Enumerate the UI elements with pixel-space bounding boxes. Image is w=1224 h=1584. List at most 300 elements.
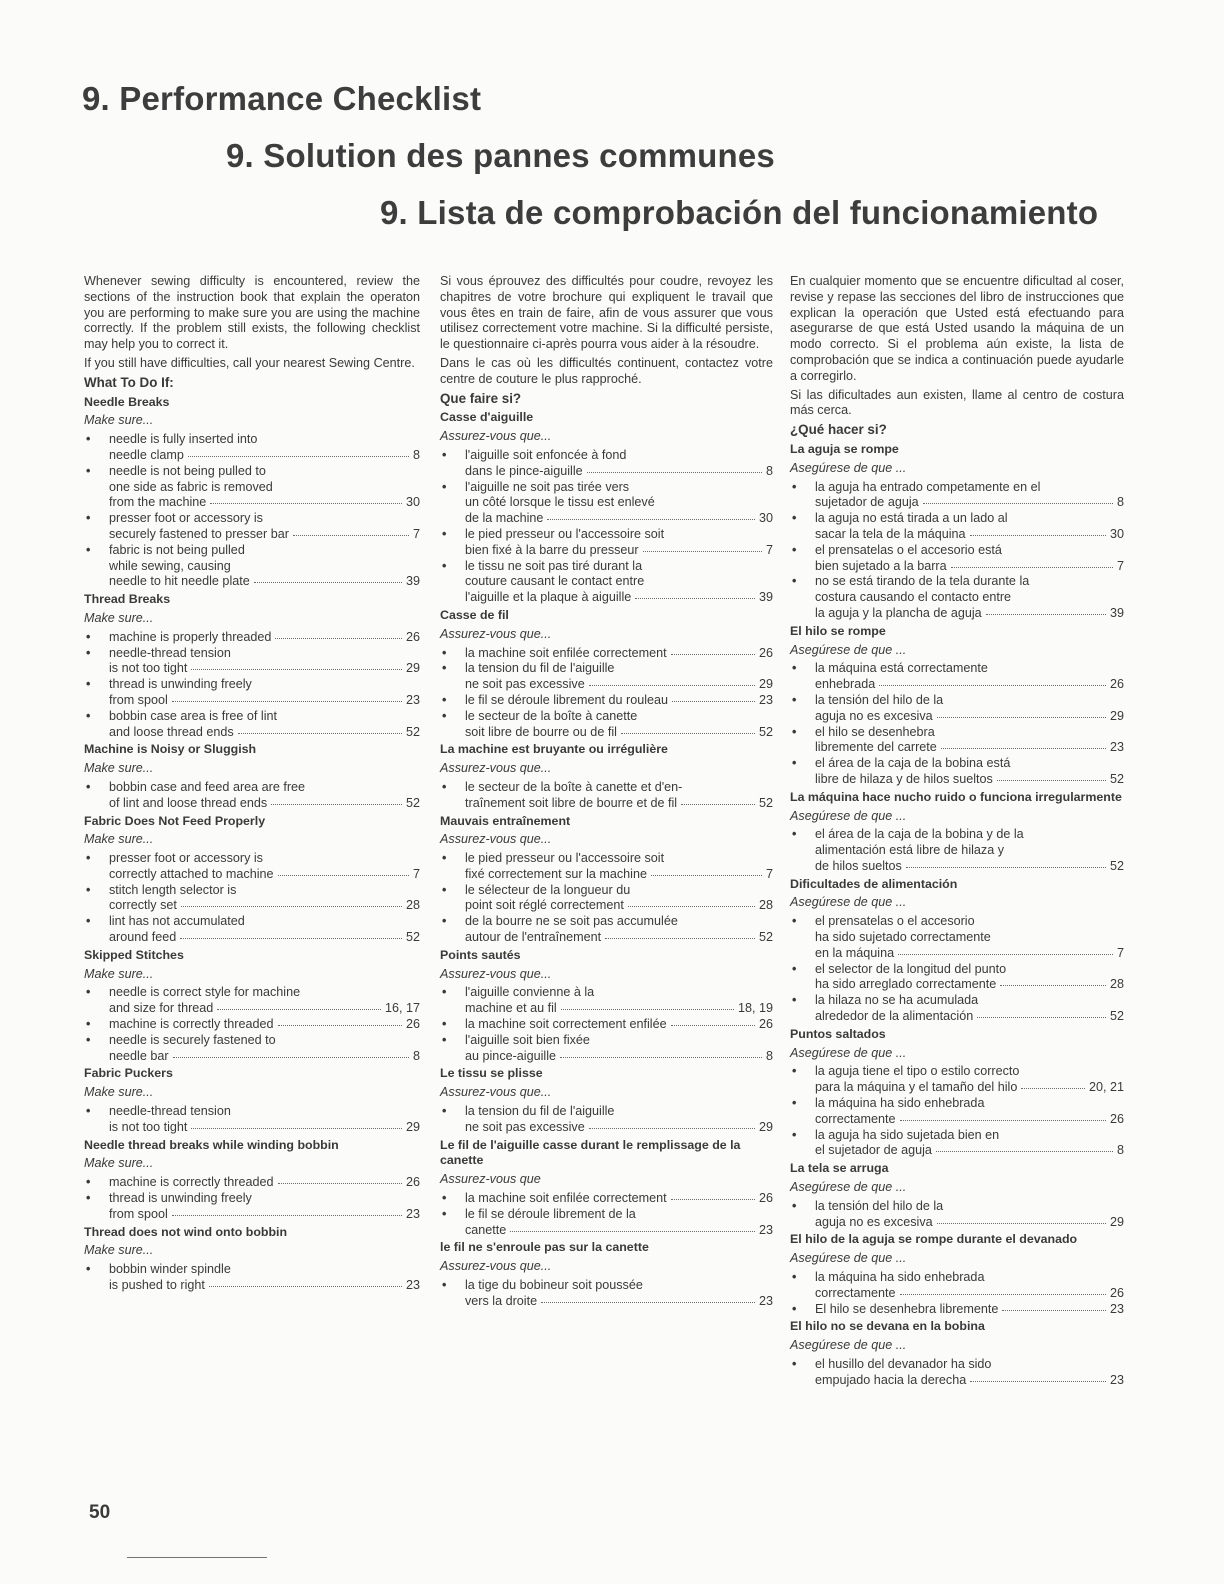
checklist-item <box>790 962 1124 994</box>
page-reference: 26 <box>405 1175 420 1190</box>
intro-paragraph: Whenever sewing difficulty is encountered, review the sections of the instruction book that explain the operaton you are performing to make sure you are using the machine correctly. If the problem still exists, the following checklist may help you to correct it. <box>84 274 420 352</box>
item-last-line <box>815 772 1124 788</box>
checklist-item <box>440 1104 773 1136</box>
item-text-line: needle bar <box>109 1048 169 1063</box>
dot-leader <box>238 732 402 734</box>
item-text-line: from the machine <box>109 495 207 510</box>
item-text-line: needle is correct style for machine <box>109 985 301 1000</box>
page-reference: 26 <box>1109 1285 1124 1300</box>
item-text-line: from spool <box>109 1206 168 1221</box>
bullet-icon: • <box>442 479 447 494</box>
checklist-section <box>440 948 773 1065</box>
checklist-item <box>84 985 420 1017</box>
item-text-line: canette <box>465 1222 507 1237</box>
item-last-line <box>465 1017 773 1033</box>
checklist-section <box>84 1066 420 1135</box>
item-text-line: le pied presseur ou l'accessoire soit <box>465 851 665 866</box>
checklist-item <box>440 1017 773 1033</box>
item-list <box>84 851 420 946</box>
item-text-line: le secteur de la boîte à canette et d'en- <box>465 779 683 794</box>
checklist-section <box>84 1225 420 1294</box>
item-last-line <box>465 898 773 914</box>
item-text-line: sacar la tela de la máquina <box>815 526 966 541</box>
item-list <box>790 1270 1124 1317</box>
page-reference: 23 <box>405 1206 420 1221</box>
item-text-line: correctamente <box>815 1111 896 1126</box>
dot-leader <box>293 534 409 536</box>
checklist-item <box>84 780 420 812</box>
checklist-item <box>790 993 1124 1025</box>
dot-leader <box>209 1285 402 1287</box>
checklist-item <box>84 1262 420 1294</box>
page-reference: 23 <box>405 1278 420 1293</box>
dot-leader <box>275 637 402 639</box>
checklist-section <box>790 442 1124 622</box>
bullet-icon: • <box>86 629 91 644</box>
bullet-icon: • <box>86 463 91 478</box>
item-text-line: one side as fabric is removed <box>109 479 273 494</box>
bullet-icon: • <box>86 914 91 929</box>
checklist-item <box>440 1207 773 1239</box>
item-last-line <box>465 725 773 741</box>
item-text-line: la tige du bobineur soit poussée <box>465 1278 643 1293</box>
bullet-icon: • <box>442 1017 447 1032</box>
item-last-line <box>465 543 773 559</box>
dot-leader <box>271 803 402 805</box>
bullet-icon: • <box>792 961 797 976</box>
checklist-section <box>790 790 1124 875</box>
bullet-icon: • <box>86 779 91 794</box>
item-text-line: bobbin winder spindle <box>109 1262 231 1277</box>
dot-leader <box>997 779 1106 781</box>
bullet-icon: • <box>792 542 797 557</box>
bullet-icon: • <box>442 882 447 897</box>
checklist-item <box>440 780 773 812</box>
checklist-section <box>440 410 773 606</box>
item-text-line: la aguja ha entrado competamente en el <box>815 479 1041 494</box>
item-text-line: l'aiguille soit enfoncée à fond <box>465 447 627 462</box>
dot-leader <box>898 953 1113 955</box>
section-title: Casse de fil <box>440 607 509 622</box>
page-reference: 26 <box>405 1017 420 1032</box>
checklist-item <box>790 511 1124 543</box>
item-last-line <box>815 1302 1124 1318</box>
bullet-icon: • <box>442 1191 447 1206</box>
item-text-line: la máquina está correctamente <box>815 661 988 676</box>
item-text-line: la machine soit enfilée correctement <box>465 1191 667 1206</box>
dot-leader <box>191 1127 402 1129</box>
dot-leader <box>900 1293 1106 1295</box>
page-reference: 23 <box>758 1293 773 1308</box>
bullet-icon: • <box>86 851 91 866</box>
item-last-line <box>109 1017 420 1033</box>
item-last-line <box>815 1286 1124 1302</box>
checklist-item <box>84 1191 420 1223</box>
item-text-line: fabric is not being pulled <box>109 542 245 557</box>
checklist-item <box>790 756 1124 788</box>
checklist-section <box>84 395 420 591</box>
checklist-item <box>440 527 773 559</box>
item-text-line: sujetador de aguja <box>815 495 919 510</box>
dot-leader <box>906 866 1106 868</box>
checklist-item <box>440 559 773 606</box>
bullet-icon: • <box>86 985 91 1000</box>
item-last-line <box>109 527 420 543</box>
page-reference: 7 <box>412 866 420 881</box>
item-text-line: and size for thread <box>109 1001 214 1016</box>
section-subtitle: Asegúrese de que ... <box>790 642 907 657</box>
item-text-line: le secteur de la boîte à canette <box>465 708 638 723</box>
section-title: Machine is Noisy or Sluggish <box>84 742 257 757</box>
bullet-icon: • <box>86 1017 91 1032</box>
item-last-line <box>815 677 1124 693</box>
bullet-icon: • <box>442 645 447 660</box>
section-title: Skipped Stitches <box>84 947 184 962</box>
page-reference: 52 <box>1109 858 1124 873</box>
page-reference: 52 <box>758 795 773 810</box>
item-text-line: dans le pince-aiguille <box>465 463 583 478</box>
item-text-line: needle to hit needle plate <box>109 574 250 589</box>
item-list <box>790 914 1124 1025</box>
page-reference: 8 <box>412 447 420 462</box>
item-text-line: la aguja no está tirada a un lado al <box>815 511 1008 526</box>
item-text-line: l'aiguille soit bien fixée <box>465 1032 590 1047</box>
item-text-line: aguja no es excesiva <box>815 708 933 723</box>
section-subtitle: Asegúrese de que ... <box>790 460 907 475</box>
bullet-icon: • <box>86 1191 91 1206</box>
page-reference: 52 <box>758 930 773 945</box>
item-last-line <box>109 1001 420 1017</box>
checklist-item <box>440 448 773 480</box>
item-last-line <box>109 867 420 883</box>
page-reference: 30 <box>1109 526 1124 541</box>
dot-leader <box>254 581 402 583</box>
page-reference: 52 <box>405 930 420 945</box>
bullet-icon: • <box>442 447 447 462</box>
bullet-icon: • <box>792 1301 797 1316</box>
item-last-line <box>815 859 1124 875</box>
section-subtitle: Make sure... <box>84 1085 154 1100</box>
item-text-line: la máquina ha sido enhebrada <box>815 1096 985 1111</box>
item-text-line: de hilos sueltos <box>815 858 902 873</box>
section-subtitle: Make sure... <box>84 1243 154 1258</box>
item-text-line: correctly attached to machine <box>109 866 274 881</box>
checklist-item <box>790 1270 1124 1302</box>
dot-leader <box>628 905 755 907</box>
item-text-line: libre de hilaza y de hilos sueltos <box>815 771 993 786</box>
item-text-line: alimentación está libre de hilaza y <box>815 843 1005 858</box>
bullet-icon: • <box>792 479 797 494</box>
bullet-icon: • <box>86 645 91 660</box>
page-reference: 16, 17 <box>384 1001 420 1016</box>
dot-leader <box>1021 1087 1085 1089</box>
bullet-icon: • <box>792 993 797 1008</box>
item-text-line: libremente del carrete <box>815 740 937 755</box>
checklist-item <box>84 646 420 678</box>
item-text-line: correctamente <box>815 1285 896 1300</box>
dot-leader <box>672 700 755 702</box>
section-title: Fabric Does Not Feed Properly <box>84 813 266 828</box>
item-last-line <box>815 946 1124 962</box>
dot-leader <box>278 874 409 876</box>
item-last-line <box>109 448 420 464</box>
intro-paragraph: En cualquier momento que se encuentre dificultad al coser, revise y repase las secciones del libro de instrucciones que explican la operación que Usted está efectuando para asegurarse de que está Usted usando la máquina de un modo correcto. Si el problema aún existe, la lista de comprobación que se indica a continuación puede ayudarle a corregirlo. <box>790 274 1124 383</box>
item-last-line <box>465 796 773 812</box>
page-reference: 8 <box>1116 1143 1124 1158</box>
section-title: La tela se arruga <box>790 1161 889 1176</box>
item-text-line: is not too tight <box>109 1119 188 1134</box>
dot-leader <box>278 1182 402 1184</box>
item-last-line <box>109 630 420 646</box>
page-reference: 23 <box>758 692 773 707</box>
bullet-icon: • <box>86 542 91 557</box>
section-subtitle: Assurez-vous que... <box>440 1259 552 1274</box>
dot-leader <box>547 518 755 520</box>
checklist-item <box>84 1017 420 1033</box>
section-subtitle: Make sure... <box>84 761 154 776</box>
item-text-line: presser foot or accessory is <box>109 511 263 526</box>
section-subtitle: Assurez-vous que... <box>440 832 552 847</box>
page-reference: 29 <box>1109 708 1124 723</box>
item-text-line: is pushed to right <box>109 1278 205 1293</box>
page-reference: 29 <box>405 1119 420 1134</box>
item-text-line: no se está tirando de la tela durante la <box>815 574 1030 589</box>
item-text-line: el prensatelas o el accesorio está <box>815 542 1002 557</box>
item-text-line: le fil se déroule librement de la <box>465 1206 636 1221</box>
page-reference: 26 <box>1109 677 1124 692</box>
item-text-line: l'aiguille ne soit pas tirée vers <box>465 479 630 494</box>
section-title: Needle Breaks <box>84 394 170 409</box>
page-reference: 28 <box>405 898 420 913</box>
item-text-line: traînement soit libre de bourre et de fil <box>465 795 678 810</box>
item-text-line: le fil se déroule librement du rouleau <box>465 692 669 707</box>
bullet-icon: • <box>792 827 797 842</box>
checklist-item <box>440 914 773 946</box>
checklist-section <box>440 1066 773 1135</box>
item-last-line <box>465 693 773 709</box>
page-reference: 52 <box>1109 771 1124 786</box>
section-subtitle: Asegúrese de que ... <box>790 1251 907 1266</box>
section-title: Points sautés <box>440 947 521 962</box>
dot-leader <box>970 534 1106 536</box>
intro-paragraph: Si vous éprouvez des difficultés pour coudre, revoyez les chapitres de votre brochure qui expliquent le travail que vous êtes en train de faire, afin de vous assurer que vous utilisez correctement votre machine. Si la difficulté persiste, le questionnaire ci-après pourra vous aider à la résoudre. <box>440 274 773 352</box>
item-text-line: is not too tight <box>109 661 188 676</box>
item-list <box>440 985 773 1064</box>
item-text-line: point soit réglé correctement <box>465 898 624 913</box>
dot-leader <box>173 1056 409 1058</box>
item-text-line: needle is fully inserted into <box>109 432 258 447</box>
item-last-line <box>815 1009 1124 1025</box>
dot-leader <box>1000 984 1106 986</box>
bullet-icon: • <box>442 1032 447 1047</box>
item-last-line <box>815 1215 1124 1231</box>
item-text-line: needle is securely fastened to <box>109 1032 276 1047</box>
checklist-item <box>84 630 420 646</box>
item-text-line: la tension du fil de l'aiguille <box>465 1104 615 1119</box>
item-text-line: while sewing, causing <box>109 558 231 573</box>
item-text-line: alrededor de la alimentación <box>815 1009 974 1024</box>
dot-leader <box>937 1222 1106 1224</box>
checklist-heading: What To Do If: <box>84 374 174 390</box>
bullet-icon: • <box>792 1198 797 1213</box>
dot-leader <box>951 566 1113 568</box>
item-list <box>440 851 773 946</box>
checklist-item <box>440 1191 773 1207</box>
checklist-item <box>790 1096 1124 1128</box>
bullet-icon: • <box>792 756 797 771</box>
bullet-icon: • <box>86 1032 91 1047</box>
dot-leader <box>941 747 1106 749</box>
bullet-icon: • <box>86 1104 91 1119</box>
section-subtitle: Assurez-vous que... <box>440 966 552 981</box>
item-text-line: needle is not being pulled to <box>109 463 266 478</box>
item-text-line: soit libre de bourre ou de fil <box>465 724 617 739</box>
section-title: Dificultades de alimentación <box>790 876 958 891</box>
bullet-icon: • <box>792 1064 797 1079</box>
item-list <box>84 1104 420 1136</box>
item-last-line <box>465 646 773 662</box>
section-subtitle: Asegúrese de que ... <box>790 1338 907 1353</box>
page-reference: 26 <box>758 1191 773 1206</box>
item-last-line <box>109 796 420 812</box>
section-subtitle: Asegúrese de que ... <box>790 808 907 823</box>
checklist-item <box>790 1302 1124 1318</box>
checklist-item <box>84 1175 420 1191</box>
item-last-line <box>465 1191 773 1207</box>
item-list <box>440 646 773 741</box>
checklist-item <box>84 511 420 543</box>
checklist-item <box>790 693 1124 725</box>
section-subtitle: Asegúrese de que ... <box>790 895 907 910</box>
item-list <box>440 1104 773 1136</box>
checklist-item <box>790 574 1124 621</box>
item-text-line: un côté lorsque le tissu est enlevé <box>465 495 655 510</box>
item-text-line: l'aiguille convienne à la <box>465 985 595 1000</box>
item-text-line: couture causant le contact entre <box>465 574 645 589</box>
page-reference: 23 <box>1109 740 1124 755</box>
bullet-icon: • <box>86 677 91 692</box>
page-reference: 30 <box>758 511 773 526</box>
item-last-line <box>465 1294 773 1310</box>
page-reference: 20, 21 <box>1088 1080 1124 1095</box>
item-text-line: enhebrada <box>815 677 876 692</box>
item-last-line <box>109 898 420 914</box>
section-subtitle: Make sure... <box>84 413 154 428</box>
page-reference: 30 <box>405 495 420 510</box>
section-subtitle: Make sure... <box>84 966 154 981</box>
page-reference: 7 <box>765 542 773 557</box>
item-text-line: ne soit pas excessive <box>465 1119 585 1134</box>
item-list <box>84 780 420 812</box>
item-text-line: around feed <box>109 930 177 945</box>
item-list <box>790 827 1124 874</box>
item-last-line <box>815 1112 1124 1128</box>
dot-leader <box>1002 1309 1106 1311</box>
item-text-line: le pied presseur ou l'accessoire soit <box>465 526 665 541</box>
section-title: La machine est bruyante ou irrégulière <box>440 742 668 757</box>
bullet-icon: • <box>442 851 447 866</box>
checklist-item <box>84 851 420 883</box>
dot-leader <box>278 1024 402 1026</box>
page-reference: 52 <box>758 724 773 739</box>
section-title: Le tissu se plisse <box>440 1066 543 1081</box>
checklist-item <box>84 543 420 590</box>
page-reference: 8 <box>765 463 773 478</box>
title-english: 9. Performance Checklist <box>82 80 482 117</box>
checklist-section <box>790 1161 1124 1230</box>
item-last-line <box>109 725 420 741</box>
checklist-item <box>84 1104 420 1136</box>
item-text-line: lint has not accumulated <box>109 914 245 929</box>
item-text-line: machine is properly threaded <box>109 629 272 644</box>
item-text-line: de la bourre ne se soit pas accumulée <box>465 914 678 929</box>
item-last-line <box>465 1001 773 1017</box>
checklist-heading: Que faire si? <box>440 390 522 406</box>
item-text-line: bobbin case area is free of lint <box>109 708 278 723</box>
checklist-item <box>84 432 420 464</box>
checklist-item <box>84 914 420 946</box>
item-text-line: au pince-aiguille <box>465 1048 557 1063</box>
dot-leader <box>589 684 755 686</box>
page-number: 50 <box>89 1502 111 1523</box>
dot-leader <box>172 1214 402 1216</box>
bullet-icon: • <box>442 779 447 794</box>
bullet-icon: • <box>86 432 91 447</box>
item-text-line: la aguja tiene el tipo o estilo correcto <box>815 1064 1020 1079</box>
item-last-line <box>465 464 773 480</box>
section-subtitle: Assurez-vous que... <box>440 1085 552 1100</box>
bullet-icon: • <box>86 511 91 526</box>
checklist-section <box>790 624 1124 788</box>
page-reference: 39 <box>1109 605 1124 620</box>
item-text-line: el hilo se desenhebra <box>815 724 935 739</box>
checklist-item <box>790 725 1124 757</box>
checklist-section <box>84 1138 420 1223</box>
checklist-section <box>84 814 420 946</box>
bullet-icon: • <box>442 526 447 541</box>
bullet-icon: • <box>442 1206 447 1221</box>
page-reference: 39 <box>758 590 773 605</box>
bullet-icon: • <box>86 708 91 723</box>
dot-leader <box>191 668 402 670</box>
page-reference: 18, 19 <box>737 1001 773 1016</box>
section-title: Puntos saltados <box>790 1026 886 1041</box>
bullet-icon: • <box>86 1262 91 1277</box>
checklist-item <box>440 851 773 883</box>
page-reference: 26 <box>405 629 420 644</box>
checklist-heading: ¿Qué hacer si? <box>790 422 887 438</box>
item-list <box>790 1199 1124 1231</box>
intro-paragraph: Dans le cas où les difficultés continuent, contactez votre centre de couture le plus rapproché. <box>440 355 773 386</box>
dot-leader <box>671 653 755 655</box>
item-list <box>84 630 420 741</box>
checklist-item <box>440 1278 773 1310</box>
item-text-line: para la máquina y el tamaño del hilo <box>815 1080 1018 1095</box>
dot-leader <box>510 1230 755 1232</box>
item-text-line: la aguja ha sido sujetada bien en <box>815 1127 1000 1142</box>
dot-leader <box>217 1008 381 1010</box>
item-text-line: needle-thread tension <box>109 645 231 660</box>
checklist-item <box>790 1357 1124 1389</box>
item-list <box>790 661 1124 787</box>
item-text-line: vers la droite <box>465 1293 538 1308</box>
item-text-line: empujado hacia la derecha <box>815 1372 967 1387</box>
dot-leader <box>210 502 402 504</box>
section-title: Le fil de l'aiguille casse durant le remplissage de la canette <box>440 1137 741 1168</box>
bullet-icon: • <box>442 985 447 1000</box>
dot-leader <box>681 803 755 805</box>
item-last-line <box>815 1373 1124 1389</box>
